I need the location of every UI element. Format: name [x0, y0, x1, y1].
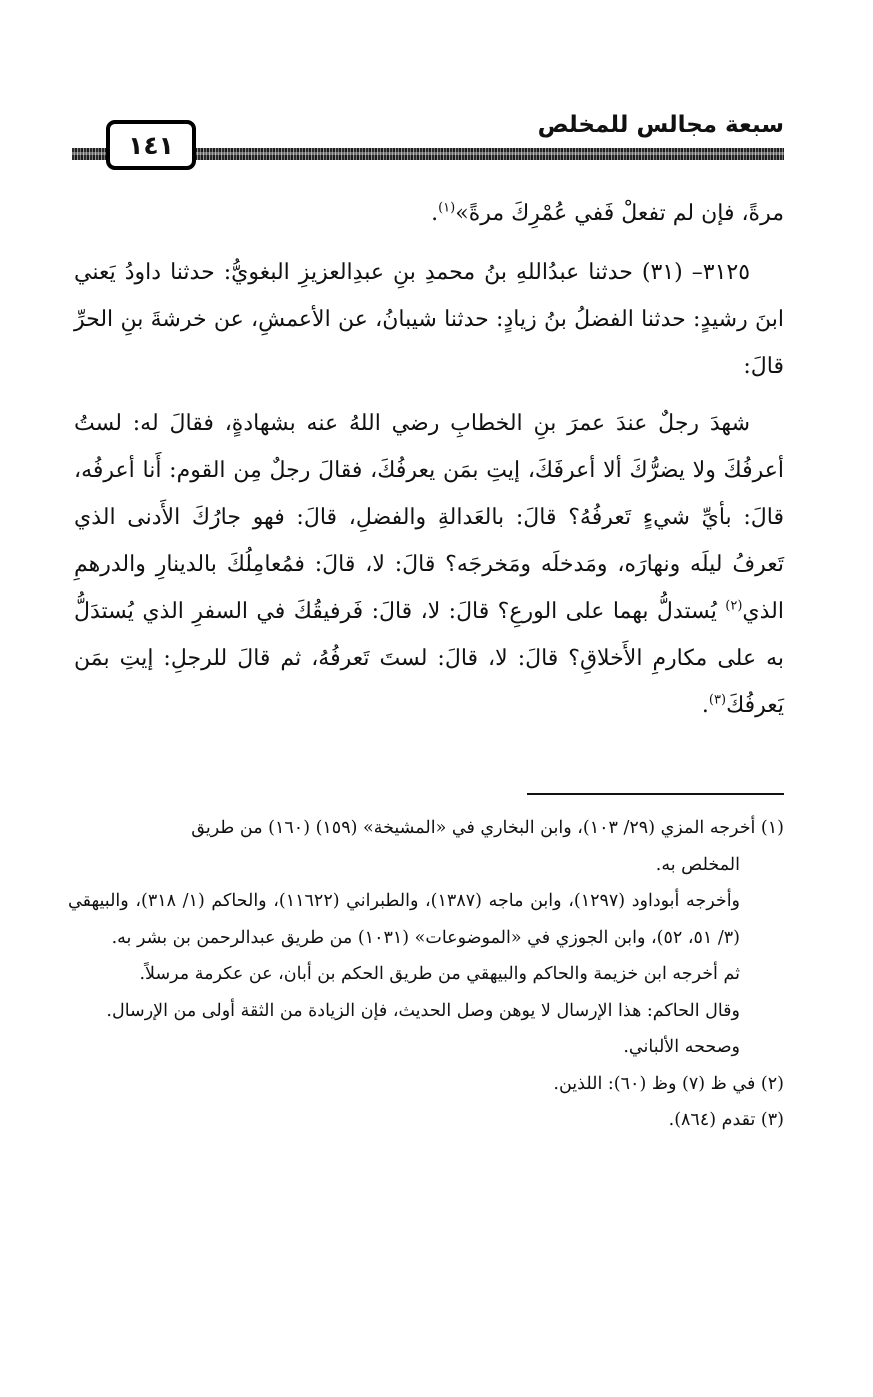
footnote-2: (٢) في ظ (٧) وظ (٦٠): اللذين.: [553, 1073, 784, 1094]
matn-part-1: شهدَ رجلٌ عندَ عمرَ بنِ الخطابِ رضي اللهُ عنه بشهادةٍ، فقالَ له: لستُ أعرفُكَ ولا يضرُّكَ ألا أعرفَكَ، إيتِ بمَن يعرفُكَ، فقالَ رجلٌ مِن القوم: أَنا أعرفُه، قالَ: بأيِّ شيءٍ تَعرفُهُ؟ قالَ: بالعَدالةِ والفضلِ، قالَ: فهو جارُكَ الأَدنى الذي تَعرفُ ليلَه ونهارَه، ومَدخلَه ومَخرجَه؟ قالَ: لا، قالَ: فمُعامِلُكَ بالدينارِ والدرهمِ الذي: [74, 411, 784, 624]
running-title: سبعة مجالس للمخلص: [537, 112, 784, 138]
para1-end: .: [431, 201, 439, 226]
matn-end: .: [701, 693, 709, 718]
para1-text: مرةً، فإن لم تفعلْ فَفي عُمْرِكَ مرةً»: [455, 201, 784, 226]
hadith-matn: [74, 400, 784, 729]
main-text: [74, 190, 784, 737]
footnote-ref-3: (٣): [708, 692, 727, 708]
footnote-1-para-3: ثم أخرجه ابن خزيمة والحاكم والبيهقي من طريق الحكم بن أبان، عن عكرمة مرسلاً.: [139, 964, 740, 984]
page-header: [72, 112, 784, 174]
footnote-1-para-5: وصححه الألباني.: [623, 1037, 740, 1057]
footnote-1-para-2: وأخرجه أبوداود (١٢٩٧)، وابن ماجه (١٣٨٧)، والطبراني (١١٦٢٢)، والحاكم (١/ ٣١٨)، والبيهقي (٣/ ٥١، ٥٢)، وابن الجوزي في «الموضوعات» (١٠٣١) من طريق عبدالرحمن بن بشر به.: [68, 891, 741, 948]
footnote-3: (٣) تقدم (٨٦٤).: [668, 1110, 784, 1130]
footnote-1-line-2: المخلص به.: [655, 854, 740, 875]
page-number-box: [106, 120, 196, 170]
footnotes: [68, 810, 784, 1139]
page-number: ١٤١: [128, 130, 174, 160]
footnote-1-para-4: وقال الحاكم: هذا الإرسال لا يوهن وصل الحديث، فإن الزيادة من الثقة أولى من الإرسال.: [106, 1000, 740, 1021]
footnote-separator: [527, 793, 784, 795]
footnote-1-line-1: (١) أخرجه المزي (٢٩/ ١٠٣)، وابن البخاري في «المشيخة» (١٥٩) (١٦٠) من طريق: [191, 818, 784, 838]
paragraph-continuation: [74, 190, 784, 237]
matn-part-2: يُستدلُّ بهما على الورعِ؟ قالَ: لا، قالَ: فَرفيقُكَ في السفرِ الذي يُستدَلُّ به على مكارمِ الأَخلاقِ؟ قالَ: لا، قالَ: لستَ تَعرفُهُ، ثم قالَ للرجلِ: إيتِ بمَن يَعرفُكَ: [74, 599, 784, 718]
hadith-isnad: ٣١٢٥– (٣١) حدثنا عبدُاللهِ بنُ محمدِ بنِ عبدِالعزيزِ البغويُّ: حدثنا داودُ يَعني ابنَ رشيدٍ: حدثنا الفضلُ بنُ زيادٍ: حدثنا شيبانُ، عن الأعمشِ، عن خرشةَ بنِ الحرِّ قالَ:: [74, 260, 784, 379]
footnote-ref-2: (٢): [725, 598, 743, 614]
footnote-ref-1: (١): [438, 200, 456, 216]
